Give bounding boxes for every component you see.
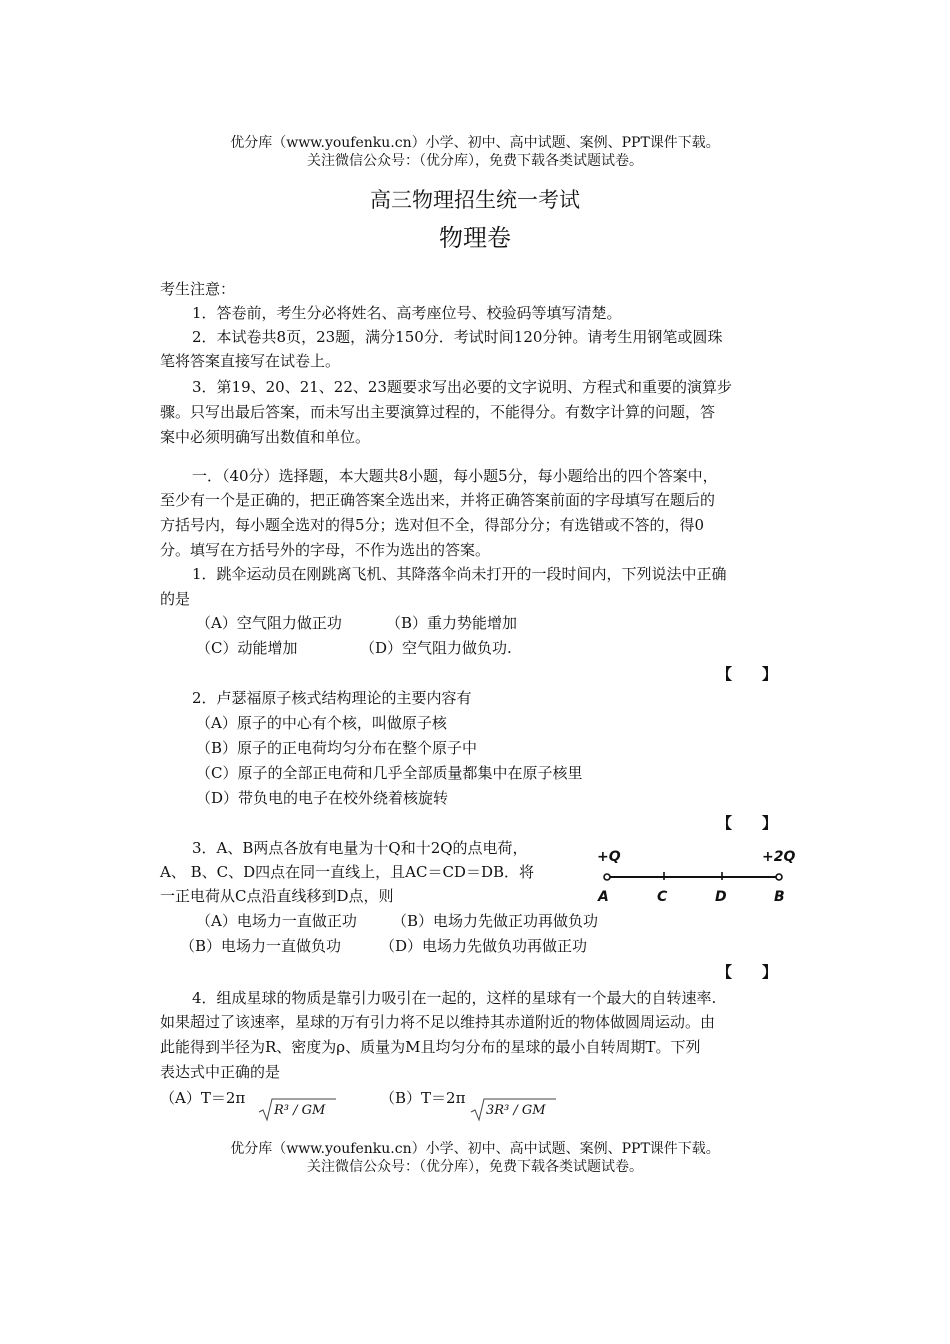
q3-stem-1: 3．A、B两点各放有电量为十Q和十2Q的点电荷， <box>192 839 528 857</box>
q1-stem-2: 的是 <box>160 590 191 608</box>
q2-option-c: （C）原子的全部正电荷和几乎全部质量都集中在原子核里 <box>196 764 583 782</box>
q4-option-b-radical <box>470 1096 560 1122</box>
q4-stem-1: 4．组成星球的物质是靠引力吸引在一起的，这样的星球有一个最大的自转速率. <box>192 989 717 1007</box>
footer-line-1: 优分库（www.youfenku.cn）小学、初中、高中试题、案例、PPT课件下载。 <box>230 1141 720 1157</box>
header-line-2: 关注微信公众号：（优分库），免费下载各类试题试卷。 <box>307 153 643 169</box>
q1-option-b: （B）重力势能增加 <box>386 614 518 632</box>
q1-option-a: （A）空气阻力做正功 <box>196 614 342 632</box>
q4-option-a-radicand: R³ / GM <box>274 1103 326 1118</box>
q4-option-a <box>160 1088 245 1108</box>
q4-stem-3: 此能得到半径为R、密度为ρ、质量为M且均匀分布的星球的最小自转周期T。下列 <box>160 1038 701 1056</box>
charge-label-right: +2Q <box>762 849 796 865</box>
q2-option-a: （A）原子的中心有个核，叫做原子核 <box>196 714 447 732</box>
exam-title: 高三物理招生统一考试 <box>370 188 580 212</box>
q3-stem-2: A、 B、C、D四点在同一直线上，且AC＝CD＝DB．将 <box>160 863 534 881</box>
notice-item-1: 1．答卷前，考生分必将姓名、高考座位号、校验码等填写清楚。 <box>192 304 622 322</box>
notice-heading: 考生注意： <box>160 280 236 298</box>
q4-stem-2: 如果超过了该速率，星球的万有引力将不足以维持其赤道附近的物体做圆周运动。由 <box>160 1013 716 1031</box>
point-a-marker <box>604 874 610 880</box>
point-label-a: A <box>598 889 609 905</box>
footer-line-2: 关注微信公众号：（优分库），免费下载各类试题试卷。 <box>307 1159 643 1175</box>
q2-option-d: （D）带负电的电子在校外绕着核旋转 <box>196 789 449 807</box>
q3-option-b: （B）电场力先做正功再做负功 <box>392 912 599 930</box>
q3-answer-bracket: 【 】 <box>717 963 778 981</box>
section1-line-1: 一．（40分）选择题，本大题共8小题，每小题5分，每小题给出的四个答案中， <box>192 467 718 485</box>
q3-option-a: （A）电场力一直做正功 <box>196 912 357 930</box>
q4-option-b-prefix: （B）T＝2π <box>380 1089 466 1107</box>
q1-answer-bracket: 【 】 <box>717 665 778 683</box>
q3-stem-3: 一正电荷从C点沿直线移到D点，则 <box>160 887 394 905</box>
q4-option-b <box>380 1088 465 1108</box>
q3-option-d: （D）电场力先做负功再做正功 <box>380 937 588 955</box>
q4-option-a-radical <box>258 1096 338 1122</box>
q3-charge-diagram <box>590 842 800 912</box>
notice-item-3a: 3．第19、20、21、22、23题要求写出必要的文字说明、方程式和重要的演算步 <box>192 378 732 396</box>
notice-item-2b: 笔将答案直接写在试卷上。 <box>160 352 341 370</box>
q4-option-b-radicand: 3R³ / GM <box>486 1103 546 1118</box>
q3-option-c: （B）电场力一直做负功 <box>180 937 342 955</box>
point-b-marker <box>776 874 782 880</box>
point-label-c: C <box>657 889 668 905</box>
header-line-1: 优分库（www.youfenku.cn）小学、初中、高中试题、案例、PPT课件下载。 <box>230 135 720 151</box>
q2-stem: 2．卢瑟福原子核式结构理论的主要内容有 <box>192 689 472 707</box>
notice-item-3c: 案中必须明确写出数值和单位。 <box>160 428 371 446</box>
q1-stem-1: 1．跳伞运动员在刚跳离飞机、其降落伞尚未打开的一段时间内，下列说法中正确 <box>192 565 727 583</box>
charge-label-left: +Q <box>597 849 621 865</box>
notice-item-3b: 骤。只写出最后答案，而未写出主要演算过程的，不能得分。有数字计算的问题，答 <box>160 403 716 421</box>
section1-line-2: 至少有一个是正确的，把正确答案全选出来，并将正确答案前面的字母填写在题后的 <box>160 491 716 509</box>
q1-option-c: （C）动能增加 <box>196 639 298 657</box>
q4-option-a-prefix: （A）T＝2π <box>160 1089 246 1107</box>
q4-stem-4: 表达式中正确的是 <box>160 1063 281 1081</box>
q2-option-b: （B）原子的正电荷均匀分布在整个原子中 <box>196 739 478 757</box>
point-label-b: B <box>774 889 785 905</box>
q1-option-d: （D）空气阻力做负功. <box>360 639 512 657</box>
section1-line-3: 方括号内，每小题全选对的得5分；选对但不全，得部分分；有选错或不答的，得0 <box>160 516 705 534</box>
point-label-d: D <box>715 889 727 905</box>
notice-item-2a: 2．本试卷共8页，23题，满分150分．考试时间120分钟。请考生用钢笔或圆珠 <box>192 328 723 346</box>
section1-line-4: 分。填写在方括号外的字母，不作为选出的答案。 <box>160 541 491 559</box>
exam-subtitle: 物理卷 <box>439 224 511 252</box>
q2-answer-bracket: 【 】 <box>717 814 778 832</box>
